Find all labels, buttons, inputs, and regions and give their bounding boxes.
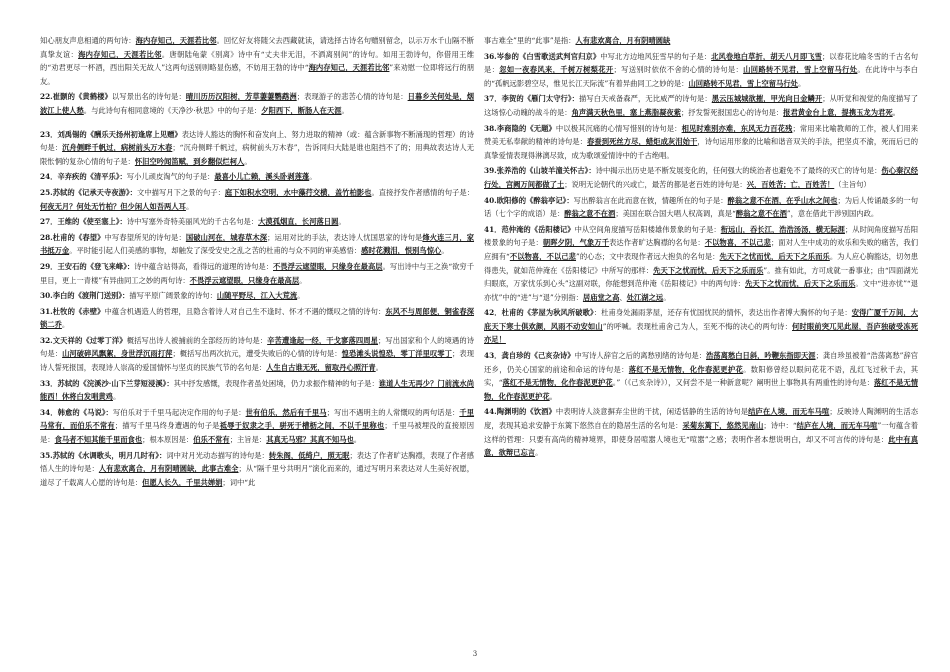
item-heading: 35.苏轼的《水调歌头，明月几时有》：: [40, 450, 167, 460]
body-text: ；表达了作者旷达胸襟，表现了作者感悟人生的诗句是：: [40, 450, 475, 474]
answer-text: 人生自古谁无死，留取丹心照汗青: [266, 363, 376, 373]
answer-text: 国破山河在，城春草木深: [185, 232, 268, 242]
body-text: 。: [185, 201, 194, 211]
body-text: 中写春望所见的诗句是：: [104, 232, 186, 242]
answer-text: 采菊东篱下，悠然见南山: [682, 421, 764, 431]
page-number: 3: [472, 650, 478, 658]
body-text: 中写诗人辞官之后的离愁别绪的诗句是：: [574, 351, 706, 361]
answer-text: 辛苦遭逢起一经，干戈寥落四周星: [267, 335, 379, 345]
body-text: ”。推有如此，方可成就一番事业；由“四面湖光归眼底，万家忧乐到心头”这副对联，你能想到范仲淹《岳阳楼记》中的两句诗：: [484, 265, 918, 289]
paragraph: [40, 231, 474, 258]
answer-text: 海内存知己，天涯若比邻: [135, 36, 217, 45]
item-heading: 37．李贺的《雁门太守行》：: [484, 94, 580, 104]
body-text: 。: [309, 172, 317, 182]
body-text: 其中抒发感慨，表现作者虽处困境，仍力求振作精神的句子是：: [173, 378, 379, 388]
answer-text: 结庐在人境，而无车马喧: [748, 407, 830, 417]
body-text: ；写送别时依依不舍的心情的诗句是：: [613, 65, 744, 75]
paragraph: [484, 50, 918, 91]
body-text: ：杜甫身处漏雨茅屋，还存有忧国忧民的情怀，表达出作者博大胸怀的句子是：: [593, 308, 852, 318]
body-text: ；千里马被埋没的直接原因是：: [40, 421, 475, 445]
body-text: ；概括写出两次抗元，遭受失败后的心情的诗句是：: [172, 349, 342, 359]
body-text: 表达作者旷达胸襟的名句是：: [609, 238, 705, 248]
item-heading: 39.张养浩的《山坡羊潼关怀古》：: [484, 166, 596, 176]
item-heading: 44.陶渊明的《饮酒》: [484, 407, 556, 417]
answer-text: 东风不与周郎便，铜雀春深锁二乔: [40, 306, 475, 330]
answer-text: 伯乐不常有: [193, 435, 230, 445]
body-text: 文中描写月下之景的句子：: [137, 187, 225, 197]
body-text: ；龚自珍虽被着“浩荡离愁”辞官还乡，仍关心国家的前途和命运的诗句是：: [484, 351, 919, 374]
body-text: 。: [535, 448, 543, 458]
answer-text: 烽火连三月，家书抵万金: [40, 232, 475, 256]
item-heading: 41．范仲淹的《岳阳楼记》: [484, 224, 575, 234]
body-text: （主旨句）: [834, 179, 871, 189]
body-text: 。: [297, 291, 305, 301]
body-text: ”的呼喊。表现杜甫舍己为人，至死不悔的决心的两句诗：: [602, 321, 793, 331]
body-text: 写伯乐对于千里马起决定作用的句子是：: [112, 407, 246, 417]
answer-text: 晴川历历汉阳树，芳草萋萋鹦鹉洲: [185, 92, 297, 102]
paragraph: [40, 260, 474, 287]
paragraph: [40, 186, 474, 213]
paragraph: [484, 122, 918, 163]
answer-text: 何时眼前突兀见此屋，吾庐独破受冻死亦足！: [484, 321, 919, 345]
body-text: 。回忆好友将随父去西藏就读，请选择古诗名句赠别留念，以示万水千山隔不断真挚友谊：: [40, 36, 475, 59]
body-text: ；以春花比喻冬雪的千古名句是：: [484, 51, 919, 75]
body-text: 。: [341, 105, 349, 115]
answer-text: 醉翁之意不在酒: [735, 209, 787, 219]
paragraph: [484, 194, 918, 221]
body-text: 。平时能引起人们美感的事物，却触发了深受安史之乱之苦的杜甫的与众不同的审美感悟：: [69, 246, 362, 256]
answer-text: 惶恐滩头说惶恐，零丁洋里叹零丁: [341, 349, 453, 359]
answer-text: 大漠孤烟直，长河落日圆: [258, 217, 339, 227]
answer-text: 北风卷地白草折，胡天八月即飞雪: [711, 51, 823, 61]
answer-text: 山回路转不见君，雪上空留马行处: [688, 78, 798, 88]
body-text: 中蕴含机遇造人的哲理，且隐含着诗人对自己生不逢时、怀才不遇的慨叹之情的诗句：: [104, 306, 386, 316]
item-heading: 34．韩愈的《马说》：: [40, 407, 113, 417]
body-text: 。: [549, 391, 557, 401]
paragraph: [40, 334, 474, 375]
body-text: 。写出诗中与王之涣“欲穷千里目，更上一青楼”有异曲同工之妙的两句诗：: [40, 261, 474, 285]
item-heading: 27．王维的《使至塞上》：: [40, 217, 127, 227]
body-text: 。: [375, 363, 383, 373]
body-text: ；写出不遇明主的人常慨叹的两句话是：: [326, 407, 460, 417]
item-heading: 23．刘禹锡的《酬乐天扬州初逢席上见赠》: [40, 129, 182, 139]
body-text: ；反映诗人陶渊明的生活态度，表现其追求安静于东篱下悠然自在的隐居生活的名句是：: [484, 407, 919, 431]
answer-text: 浩荡离愁白日斜，吟鞭东指即天涯: [706, 351, 816, 361]
item-heading: 43．龚自珍的《己亥杂诗》: [484, 351, 575, 361]
answer-text: 谁道人生无再少？门前流水尚能西！休将白发唱黄鸡: [40, 378, 475, 402]
answer-text: 食马者不知其能千里而食也: [54, 435, 143, 445]
answer-text: 山随平野尽，江入大荒流: [216, 291, 298, 301]
answer-text: 夕阳西下，断肠人在天涯: [261, 105, 342, 115]
answer-text: 但愿人长久，千里共婵娟: [142, 477, 223, 487]
paragraph: [484, 306, 918, 347]
answer-text: 落红不是无情物，化作春泥更护花: [484, 378, 919, 401]
item-heading: 25.苏轼的《记承天寺夜游》：: [40, 187, 137, 197]
body-text: ；诗中：“: [763, 421, 797, 431]
body-text: ；抒发誓死报国忠心的诗句是：: [681, 107, 784, 117]
paragraph: [40, 128, 474, 169]
answer-text: 转朱阁，低绮户，照无眠: [268, 450, 350, 460]
answer-text: 结庐在人境，而无车马喧: [796, 421, 878, 431]
answer-text: 伤心秦汉经行处，宫阙万间都做了土: [484, 166, 919, 189]
item-heading: 24．辛弃疾的《清平乐》：: [40, 172, 127, 182]
body-text: 表达诗人豁达的胸怀和奋发向上、努力进取的精神（或：蕴含新事物不断涌现的哲理）的诗句是：: [40, 129, 474, 153]
answer-text: 海内存知己，天涯若比邻: [308, 63, 390, 73]
item-heading: 31.杜牧的《赤壁》: [40, 306, 105, 316]
body-text: ；运用对比的手法，表达诗人忧国思家的诗句是: [267, 232, 423, 242]
body-text: ”的心态；文中表现作者远大抱负的名句是：: [576, 251, 720, 261]
body-text: 诗中揭示出历史是不断发展变化的，任何强大的统治者也避免不了最终的灭亡的诗句是：: [595, 166, 882, 176]
item-heading: 36.岑参的《白雪歌送武判官归京》: [484, 51, 601, 61]
answer-text: 处江湖之远: [626, 292, 664, 302]
item-heading: 29．王安石的《登飞来峰》：: [40, 261, 135, 271]
answer-text: 其真无马邪？其真不知马也: [266, 435, 354, 445]
body-text: 知心朋友声息相通的两句诗：: [40, 36, 136, 45]
body-text: 。在此诗中与李白的“孤帆远影碧空尽，惟见长江天际流”有着异曲同工之妙的是：: [484, 65, 919, 88]
body-text: 。: [112, 392, 121, 402]
body-text: 描写平原广阔景象的诗句：: [129, 291, 217, 301]
body-text: ；词中“此: [222, 477, 256, 487]
body-text: 。: [353, 435, 362, 445]
paragraph: [40, 90, 474, 117]
answer-text: 不畏浮云遮望眼，只缘身在最高层: [189, 275, 300, 285]
paragraph: [40, 406, 474, 447]
paragraph: [40, 449, 474, 490]
paragraph: [40, 305, 474, 332]
body-text: ；从“隔千里兮共明月”演化而来的，通过写明月来表达对人生美好祝愿，道尽了千载离人心愿的诗句是：: [40, 464, 475, 487]
paragraph: [484, 405, 918, 459]
answer-text: 落红不是无情物，化作春泥更护花: [628, 364, 744, 374]
body-text: 。: [61, 320, 70, 330]
body-text: 。为人应心胸豁达，切勿患得患失，就如范仲淹在《岳阳楼记》中所写的那样：: [484, 251, 919, 275]
item-heading: 28.杜甫的《春望》: [40, 232, 105, 242]
paragraph: [484, 34, 918, 48]
body-text: 。”（《己亥杂诗》），又何尝不是一种新意呢？阐明世上事物具有两重性的诗句是：: [612, 378, 874, 388]
body-text: 中以极其沉痛的心情写惜别的诗句是：: [555, 123, 682, 133]
paragraph: [484, 92, 918, 119]
body-text: ；美国在联合国大唱人权高调，真是“: [615, 209, 736, 219]
answer-text: 庭下如积水空明，水中藻荇交横，盖竹柏影也: [224, 187, 372, 197]
body-text: 。: [663, 292, 671, 302]
paragraph: [40, 377, 474, 404]
answer-text: 感时花溅泪，恨别鸟惊心: [361, 246, 442, 256]
answer-text: 春蚕到死丝方尽，蜡炬成灰泪始干: [587, 137, 698, 147]
answer-text: 不以物喜，不以己悲: [704, 238, 771, 248]
answer-text: 世有伯乐，然后有千里马: [245, 407, 327, 417]
answer-text: 黑云压城城欲摧，甲光向日金鳞开: [711, 94, 823, 104]
body-text: 。数阳修曾经以眼问花花不语，乱红飞过秋千去，其实，“: [484, 364, 919, 388]
body-text: 描写白天戒备森严，无比威严的诗句是：: [579, 94, 712, 104]
answer-text: 角声满天秋色里，塞上燕脂凝夜紫: [571, 107, 682, 117]
body-text: 。: [797, 78, 806, 88]
answer-text: 何夜无月？何处无竹柏？但少闲人如吾两人耳: [40, 201, 186, 211]
item-heading: 30.李白的《渡荆门送别》：: [40, 291, 130, 301]
body-text: 以写景出名的诗句是：: [111, 92, 186, 102]
body-text: 。: [441, 246, 449, 256]
paragraph: [484, 164, 918, 191]
answer-text: 忽如一夜春风来，千树万树梨花开: [499, 65, 614, 75]
answer-text: 祗辱于奴隶之手，骈死于槽枥之间，不以千里称也: [219, 421, 385, 431]
answer-text: 山回路转不见君，雪上空留马行处: [743, 65, 858, 75]
answer-text: 海内存知己，天涯若比邻: [78, 49, 162, 59]
body-text: ”来劝慰一位即将远行的朋友。: [40, 63, 474, 86]
body-text: 。: [299, 275, 307, 285]
answer-text: 怀旧空吟闻笛赋，到乡翻似烂柯人: [134, 156, 245, 166]
answer-text: 朝晖夕阴，气象万千: [542, 238, 610, 248]
answer-text: 先天下之忧而忧，后天下之乐而乐: [653, 265, 764, 275]
body-text: 。唐朝陆龟蒙《别离》诗中有“丈夫非无泪，不洒离别间”的诗句。如用王勃诗句，你借用王维的“劝君更尽一杯酒，西出阳关无故人”这两句送别则略显伤感，不妨用王勃的诗中“: [40, 49, 475, 73]
body-text: 。: [338, 217, 346, 227]
answer-text: 此中有真意，欲辩已忘言: [484, 434, 919, 458]
answer-text: 人有悲欢离合，月有阴晴圆缺: [575, 36, 671, 45]
body-text: ；为后人传诵最多的一句话（七个字的成语）是：: [484, 195, 919, 219]
body-text: ；根本原因是：: [142, 435, 194, 445]
answer-text: 日暮乡关何处是，烟波江上使人愁: [40, 92, 475, 115]
body-text: ；表现诗人誓死报国，表现诗人崇高的爱国情怀与坚贞的民族气节的名句是：: [40, 349, 475, 373]
paragraph: [40, 34, 474, 88]
paragraph: [484, 349, 918, 403]
answer-text: 醉翁之意不在酒，在乎山水之间也: [727, 195, 838, 205]
body-text: ”一句蕴含着这样的哲理：只要有高尚的精神境界，即使身居喧嚣人境也无“喧嚣”之感；表明作者本想说明白，却又不可言传的诗句是：: [484, 421, 919, 444]
body-text: 诗中写塞外奇特美丽风光的千古名句是：: [126, 217, 259, 227]
body-text: ；面对人生中成功的欢乐和失败的痛苦，我们应拥有“: [484, 238, 919, 261]
item-heading: 42．杜甫的《茅屋为秋风所破歌》: [484, 308, 594, 318]
body-text: ；表现游子的悲苦心情的诗句是：: [296, 92, 408, 102]
body-text: 。与此诗句有相同意境的《天净沙·秋思》中的句子是：: [83, 105, 262, 115]
answer-text: 落红不是无情物，化作春泥更护花: [502, 378, 613, 388]
answer-text: 居庙堂之高: [582, 292, 620, 302]
body-text: ；从时间角度描写岳阳楼景象的句子是：: [484, 224, 919, 248]
body-text: 事古难全”里的“此事”是指：: [484, 36, 576, 45]
answer-text: 不以物喜，不以己悲: [509, 251, 577, 261]
answer-text: 沉舟侧畔千帆过，病树前头万木春: [62, 143, 173, 153]
body-text: 中写北方边地风狂雪早的句子是：: [600, 51, 712, 61]
answer-text: 千里马常有，而伯乐不常有: [40, 407, 475, 431]
body-text: ；写出国家和个人的境遇的诗句是：: [40, 335, 475, 359]
paragraph: [40, 170, 474, 184]
body-text: ”，意在借此干涉别国内政。: [786, 209, 879, 219]
paragraph: [484, 223, 918, 305]
paragraph: [40, 289, 474, 303]
body-text: ；“沉舟侧畔千帆过，病树前头万木春”，告诉同归大陆是谁也阻挡不了的；用典故表达诗人无限怅惘的复杂心情的句子是：: [40, 143, 474, 166]
body-text: 中从空间角度描写岳阳楼雄伟景象的句子是：: [574, 224, 721, 234]
right-column: [484, 34, 918, 462]
left-column: [40, 34, 474, 491]
item-heading: 32.文天祥的《过零丁洋》: [40, 335, 127, 345]
answer-text: 安得广厦千万间，大庇天下寒士俱欢颜，风雨不动安如山: [484, 308, 918, 331]
answer-text: 醉翁之意不在酒: [564, 209, 616, 219]
body-text: 。: [892, 107, 900, 117]
answer-text: 衔远山，吞长江，浩浩汤汤，横无际涯: [720, 224, 845, 234]
body-text: 。: [244, 156, 252, 166]
answer-text: 先天下之忧而忧，后天下之乐而乐: [745, 279, 856, 289]
paragraph: [40, 215, 474, 229]
body-text: 。文中“进亦忧”“退亦忧”中的“进”与“退”分别指：: [484, 279, 919, 302]
body-text: 写小儿顽皮淘气的句子是：: [126, 172, 215, 182]
answer-text: 不畏浮云遮望眼，只缘身在最高层: [273, 261, 383, 271]
answer-text: 山河破碎风飘絮，身世浮沉雨打萍: [62, 349, 173, 359]
body-text: 。直接抒发作者感情的句子是：: [371, 187, 475, 197]
body-text: 概括写出诗人被捕前的全部经历的诗句是：: [126, 335, 268, 345]
answer-text: 兴，百姓苦；亡，百姓苦！: [746, 179, 835, 189]
body-text: 、: [619, 292, 627, 302]
item-heading: 33．苏轼的《浣溪沙·山下兰芽短浸溪》：: [40, 378, 174, 388]
body-text: ；说明无论朝代的兴或亡，最苦的都是老百姓的诗句是：: [564, 179, 747, 189]
body-text: ；常用来比喻教师的工作，被人们用来赞美无私奉献的精神的诗句是：: [484, 123, 919, 147]
body-text: ；从听觉和视觉的角度描写了这场惊心动魄的战斗的是：: [484, 94, 919, 117]
item-heading: 40.欧阳修的《醉翁亭记》：: [484, 195, 574, 205]
item-heading: 22.崔颢的《黄鹤楼》: [40, 92, 112, 102]
body-text: 写出醉翁言在此而意在彼，情趣所在的句子是：: [573, 195, 728, 205]
answer-text: 人有悲欢离合，月有阴晴圆缺，此事古难全: [98, 464, 239, 474]
answer-text: 报君黄金台上意，提携玉龙为君死: [783, 107, 893, 117]
body-text: ；描写千里马终身遭遇的句子是: [114, 421, 220, 431]
answer-text: 相见时难别亦难，东风无力百花残: [681, 123, 793, 133]
item-heading: 38.李商隐的《无题》: [484, 123, 556, 133]
body-text: ；主旨是：: [229, 435, 267, 445]
answer-text: 先天下之忧而忧，后天下之乐而乐: [719, 251, 830, 261]
answer-text: 最喜小儿亡赖，溪头卧剥莲蓬: [214, 172, 310, 182]
body-text: 中表明诗人淡意摒弃尘世的干扰，闲适恬静的生活的诗句是: [555, 407, 749, 417]
body-text: ，诗句运用形象的比喻和谐音双关的手法，把坚贞不渝，死而后已的真挚爱情表现得淋漓尽致，成为歌颂爱情诗中的千古绝唱。: [484, 137, 919, 160]
body-text: 诗中蕴含站得高，看得远的道理的诗句是：: [134, 261, 273, 271]
body-text: 词中对月光动态描写的诗句是：: [166, 450, 269, 460]
